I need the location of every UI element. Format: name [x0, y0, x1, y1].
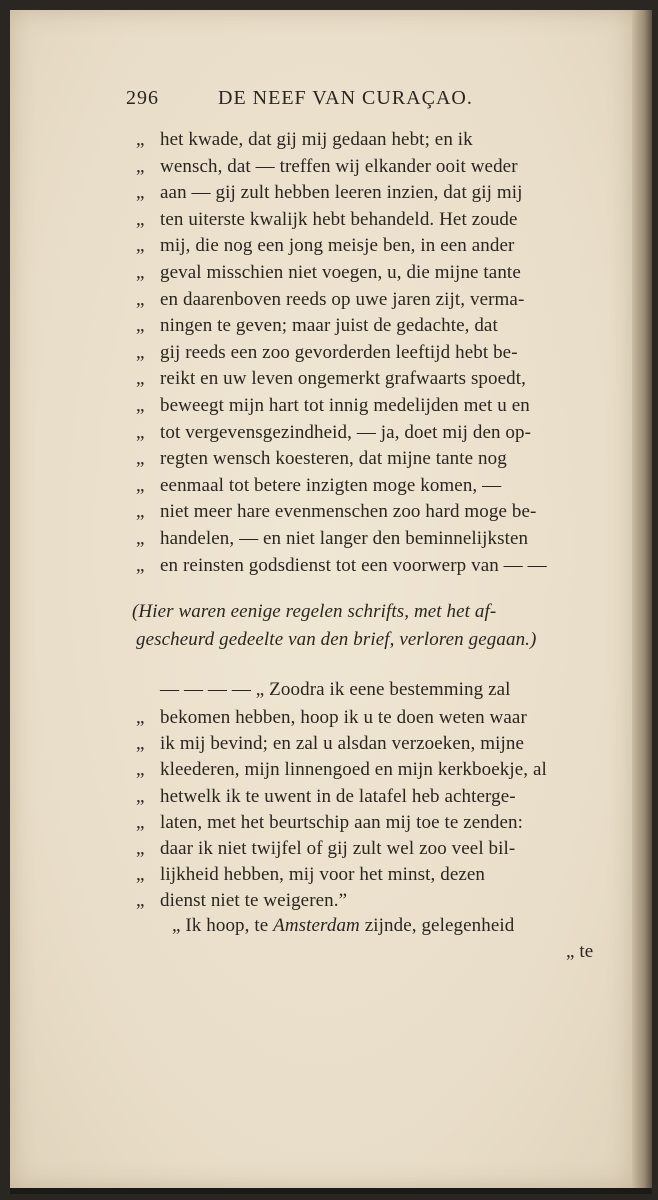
line-text: het kwade, dat gij mij gedaan hebt; en ik: [160, 129, 473, 150]
scan-bottom-edge: [10, 1188, 652, 1194]
quote-mark: „: [136, 501, 145, 523]
text-line: [136, 785, 516, 809]
text-line: [136, 889, 347, 913]
line-text: tot vergevensgezindheid, — ja, doet mij den op-: [160, 421, 532, 443]
text-line: [136, 128, 473, 152]
place-name: Amsterdam: [273, 915, 360, 936]
text-line: [136, 341, 518, 365]
text-line: [136, 314, 498, 338]
line-text: en reinsten godsdienst tot een voorwerp van — —: [160, 554, 547, 576]
quote-mark: „: [136, 554, 145, 576]
text-line: [136, 261, 521, 285]
text-line: [136, 208, 518, 232]
quote-mark: „: [136, 811, 145, 833]
quote-mark: „: [136, 528, 145, 549]
quote-mark: „: [136, 890, 145, 912]
quote-mark: „: [136, 759, 145, 781]
catchword: „ te: [566, 941, 594, 962]
text-line: [136, 367, 526, 391]
text-line: [136, 527, 528, 551]
quote-mark: „: [136, 288, 145, 310]
final-line-start: „ Ik hoop, te: [172, 915, 274, 936]
final-line: [172, 914, 514, 938]
line-text: hetwelk ik te uwent in de latafel heb achterge-: [160, 785, 516, 807]
line-text: eenmaal tot betere inzigten moge komen, —: [160, 474, 502, 496]
line-text: beweegt mijn hart tot innig medelijden met u en: [160, 395, 530, 416]
note-line: (Hier waren eenige regelen schrifts, met het af-: [132, 601, 497, 622]
book-spine: [632, 10, 652, 1188]
quote-mark: „: [136, 182, 145, 204]
line-text: ningen te geven; maar juist de gedachte, dat: [160, 315, 498, 337]
quote-mark: „: [136, 838, 145, 859]
quote-mark: „: [136, 733, 145, 755]
text-line: [136, 288, 524, 312]
quote-mark: „: [136, 395, 145, 416]
line-text: wensch, dat — treffen wij elkander ooit weder: [160, 155, 518, 177]
final-line-end: zijnde, gelegenheid: [359, 915, 515, 936]
text-line: [136, 732, 524, 756]
text-line: [136, 500, 536, 524]
text-line: [136, 447, 507, 471]
quote-mark: „: [136, 235, 145, 257]
running-title: DE NEEF VAN CURAÇAO.: [218, 87, 473, 109]
line-text: laten, met het beurtschip aan mij toe te zenden:: [160, 811, 524, 833]
text-line: [136, 474, 501, 498]
quote-mark: „: [136, 368, 145, 390]
quote-mark: „: [136, 262, 145, 283]
quote-mark: „: [136, 129, 145, 150]
text-line: [136, 837, 515, 861]
text-line: [136, 554, 547, 578]
line-text: lijkheid hebben, mij voor het minst, dezen: [160, 864, 486, 886]
line-text: ten uiterste kwalijk hebt behandeld. Het zoude: [160, 208, 518, 230]
text-line: [136, 706, 527, 730]
line-text: aan — gij zult hebben leeren inzien, dat gij mij: [160, 182, 523, 204]
line-text: regten wensch koesteren, dat mijne tante nog: [160, 448, 507, 470]
quote-mark: „: [136, 421, 145, 443]
quote-mark: „: [136, 707, 145, 728]
text-line: [136, 234, 514, 258]
quote-mark: „: [136, 864, 145, 886]
text-line: [136, 394, 530, 418]
line-text: daar ik niet twijfel of gij zult wel zoo veel bil-: [160, 838, 516, 859]
line-text: niet meer hare evenmenschen zoo hard moge be-: [160, 501, 537, 523]
quote-mark: „: [136, 208, 145, 230]
text-line: [136, 155, 518, 179]
text-line: [136, 181, 523, 205]
quote-mark: „: [136, 474, 145, 496]
quote-mark: „: [136, 785, 145, 807]
text-line: [136, 421, 531, 445]
letter-part-2-first-line: — — — — „ Zoodra ik eene bestemming zal: [160, 679, 511, 700]
quote-mark: „: [136, 341, 145, 363]
line-text: gij reeds een zoo gevorderden leeftijd hebt be-: [160, 341, 518, 363]
line-text: handelen, — en niet langer den beminnelijksten: [160, 528, 529, 549]
line-text: reikt en uw leven ongemerkt grafwaarts spoedt,: [160, 368, 526, 390]
page-number: 296: [126, 87, 159, 109]
text-line: [136, 863, 485, 887]
line-text: kleederen, mijn linnengoed en mijn kerkboekje, al: [160, 759, 547, 781]
line-text: mij, die nog een jong meisje ben, in een ander: [160, 235, 515, 257]
line-text: en daarenboven reeds op uwe jaren zijt, verma-: [160, 288, 525, 310]
quote-mark: „: [136, 155, 145, 177]
line-text: geval misschien niet voegen, u, die mijne tante: [160, 262, 521, 283]
text-line: [136, 811, 523, 835]
quote-mark: „: [136, 315, 145, 337]
line-text: dienst niet te weigeren.”: [160, 890, 348, 912]
quote-mark: „: [136, 448, 145, 470]
note-line: gescheurd gedeelte van den brief, verloren gegaan.): [136, 629, 537, 650]
text-line: [136, 758, 547, 782]
line-text: bekomen hebben, hoop ik u te doen weten waar: [160, 707, 527, 728]
line-text: ik mij bevind; en zal u alsdan verzoeken, mijne: [160, 733, 525, 755]
